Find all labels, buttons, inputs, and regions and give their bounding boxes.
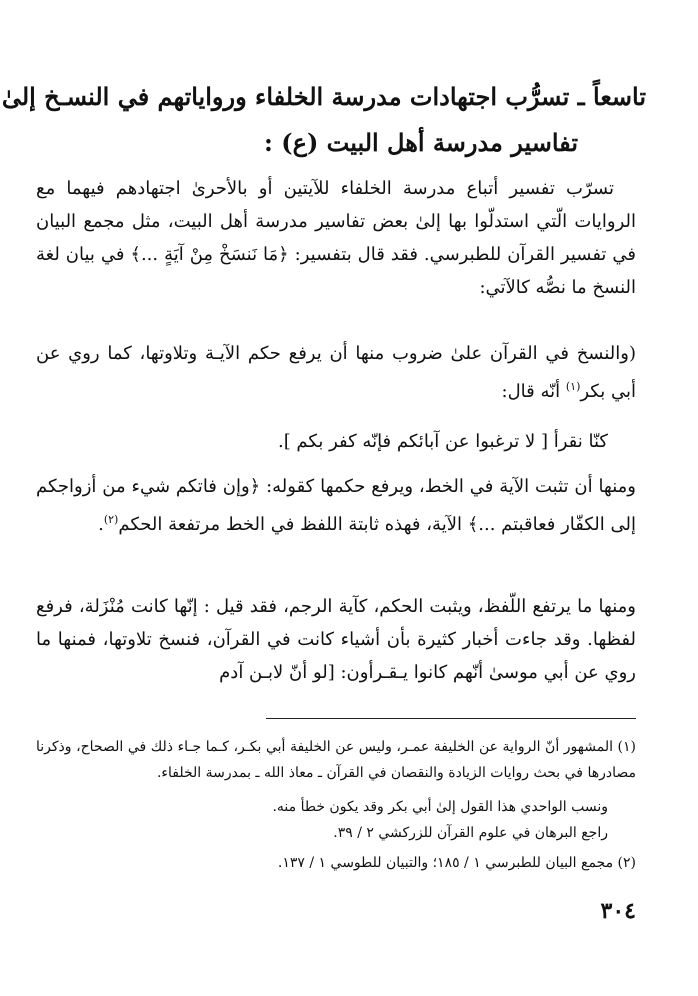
paragraph-second-type (36, 470, 636, 541)
footnote-1-continuation: ونسب الواحدي هذا القول إلىٰ أبي بكر وقد يكون خطأ منه. (272, 799, 608, 815)
section-heading-line-2: تفاسير مدرسة أهل البيت (ع) : (264, 128, 578, 157)
section-heading-line-1: تاسعاً ـ تسرُّب اجتهادات مدرسة الخلفاء ورواياتهم في النسـخ إلىٰ (1, 82, 646, 111)
footnote-1-reference: راجع البرهان في علوم القرآن للزركشي ٢ / ٣٩. (333, 825, 608, 841)
footnote-ref-1: (١) (565, 380, 581, 393)
paragraph-quote-text: (والنسخ في القرآن علىٰ ضروب منها أن يرفع حكم الآيـة وتلاوتها، كما روي عن أبي بكر (36, 343, 636, 402)
page-number: ٣٠٤ (600, 898, 636, 924)
paragraph-second-type-text: ومنها أن تثبت الآية في الخط، ويرفع حكمها كقوله: ﴿وإن فاتكم شيء من أزواجكم إلى الكفّار فعاقبتم ...﴾ الآية، فهذه ثابتة اللفظ في الخط مرتفعة الحكم (36, 476, 636, 535)
paragraph-quote-start (36, 337, 636, 408)
footnote-1: (١) المشهور أنّ الرواية عن الخليفة عمـر، وليس عن الخليفة أبي بكـر، كـما جـاء ذلك في الصحاح، وذكرنا مصادرها في بحث روايات الزيادة والنقصان في القرآن ـ معاذ الله ـ بمدرسة الخلفاء. (36, 739, 636, 781)
paragraph-quote-text-end: أنّه قال: (501, 381, 566, 402)
footnote-divider (266, 718, 636, 719)
paragraph-intro: تسرّب تفسير أتباع مدرسة الخلفاء للآيتين أو بالأحرىٰ اجتهادهم فيهما مع الروايات الّتي استدلّوا بها إلىٰ بعض تفاسير مدرسة أهل البيت، مثل مجمع البيان في تفسير القرآن للطبرسي. فقد قال بتفسير: ﴿مَا نَنسَخْ مِنْ آيَةٍ ...﴾ في بيان لغة النسخ ما نصُّه كالآتي: (36, 178, 636, 298)
footnote-2: (٢) مجمع البيان للطبرسي ١ / ١٨٥؛ والتبيان للطوسي ١ / ١٣٧. (277, 855, 636, 871)
paragraph-quoted-verse: كنّا نقرأ [ لا ترغبوا عن آبائكم فإنّه كفر بكم ]. (277, 431, 608, 452)
footnote-ref-2: (٢) (103, 513, 119, 526)
paragraph-third-type: ومنها ما يرتفع اللّفظ، ويثبت الحكم، كآية الرجم، فقد قيل : إنّها كانت مُنْزَلة، فرفع لفظها. وقد جاءت أخبار كثيرة بأن أشياء كانت في القرآن، فنسخ تلاوتها، فمنها ما روي عن أبي موسىٰ أنّهم كانوا يـقـرأون: [لو أنّ لابـن آدم (36, 596, 636, 683)
paragraph-second-type-end: . (98, 514, 104, 535)
